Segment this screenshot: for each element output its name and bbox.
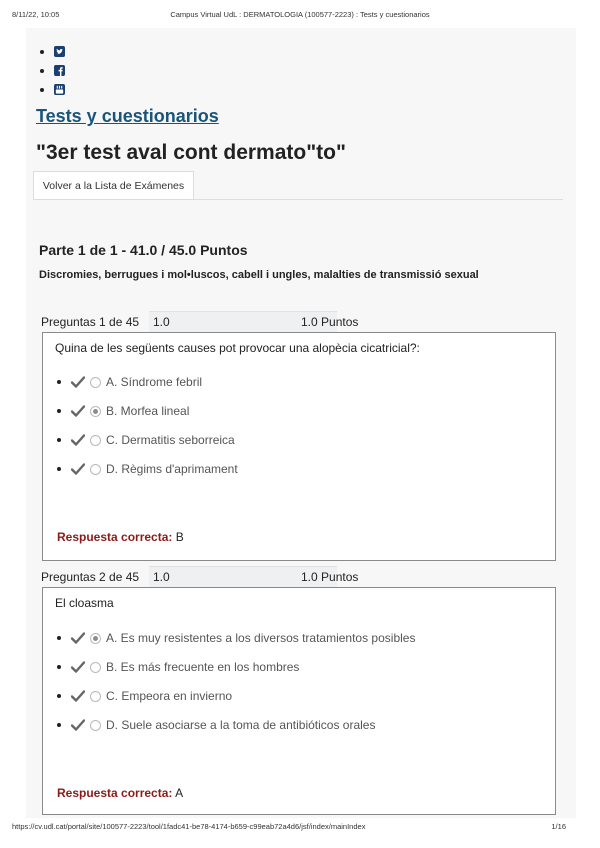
list-bullet <box>40 88 44 92</box>
option-text: A. Síndrome febril <box>106 375 203 389</box>
correct-answer-value: B <box>175 530 184 544</box>
print-url: https://cv.udl.cat/portal/site/100577-2223/tool/1fadc41-be78-4174-b659-c99eab72a4d6/jsf/index/mainIndex <box>12 822 366 831</box>
option-text: D. Suele asociarse a la toma de antibióticos orales <box>106 718 376 732</box>
print-page-number: 1/16 <box>551 822 566 831</box>
option-text: C. Dermatitis seborreica <box>106 433 235 447</box>
checkmark-icon <box>71 376 85 388</box>
list-bullet <box>40 69 44 73</box>
social-item-youtube[interactable] <box>40 80 65 99</box>
answer-option <box>57 629 415 647</box>
option-text: B. Morfea lineal <box>106 404 190 418</box>
answer-option <box>57 373 202 391</box>
answer-option <box>57 460 238 478</box>
list-bullet <box>40 50 44 54</box>
question-points: 1.0 Puntos <box>301 570 359 584</box>
list-bullet <box>57 467 61 471</box>
question-number: Preguntas 2 de 45 <box>41 570 140 584</box>
answer-option <box>57 687 232 705</box>
correct-answer-value: A <box>175 786 184 800</box>
print-header <box>12 10 588 22</box>
answer-option <box>57 431 235 449</box>
correct-answer <box>57 786 183 800</box>
youtube-icon[interactable] <box>54 84 65 95</box>
radio-button[interactable] <box>90 464 101 475</box>
radio-button[interactable] <box>90 377 101 388</box>
list-bullet <box>57 723 61 727</box>
list-bullet <box>57 665 61 669</box>
part-title: Parte 1 de 1 - 41.0 / 45.0 Puntos <box>39 242 248 258</box>
print-page-title: Campus Virtual UdL : DERMATOLOGIA (100577-2223) : Tests y cuestionarios <box>170 10 430 19</box>
list-bullet <box>57 636 61 640</box>
print-footer <box>12 822 588 834</box>
question-text: El cloasma <box>55 596 114 610</box>
list-bullet <box>57 380 61 384</box>
question-score: 1.0 <box>153 570 170 584</box>
answer-option <box>57 716 375 734</box>
question-points: 1.0 Puntos <box>301 315 359 329</box>
breadcrumb-link[interactable]: Tests y cuestionarios <box>36 106 219 126</box>
question-box <box>42 332 556 561</box>
correct-answer-label: Respuesta correcta: <box>57 530 173 544</box>
checkmark-icon <box>71 632 85 644</box>
question-score: 1.0 <box>153 315 170 329</box>
facebook-icon[interactable] <box>54 65 65 76</box>
answer-option <box>57 402 189 420</box>
question-number: Preguntas 1 de 45 <box>41 315 140 329</box>
question-text: Quina de les següents causes pot provocar una alopècia cicatricial?: <box>55 341 420 355</box>
radio-button[interactable] <box>90 691 101 702</box>
radio-button[interactable] <box>90 435 101 446</box>
page-title: "3er test aval cont dermato"to" <box>36 141 346 164</box>
question-header <box>40 566 560 588</box>
option-text: B. Es más frecuente en los hombres <box>106 660 300 674</box>
checkmark-icon <box>71 690 85 702</box>
radio-button-selected[interactable] <box>90 406 101 417</box>
list-bullet <box>57 409 61 413</box>
option-text: D. Règims d'aprimament <box>106 462 238 476</box>
option-text: A. Es muy resistentes a los diversos tratamientos posibles <box>106 631 416 645</box>
social-item-facebook[interactable] <box>40 61 65 80</box>
tab-divider <box>33 199 563 200</box>
social-item-twitter[interactable] <box>40 42 65 61</box>
checkmark-icon <box>71 719 85 731</box>
checkmark-icon <box>71 463 85 475</box>
correct-answer-label: Respuesta correcta: <box>57 786 173 800</box>
correct-answer <box>57 530 184 544</box>
question-header <box>40 311 560 333</box>
radio-button[interactable] <box>90 720 101 731</box>
radio-button[interactable] <box>90 662 101 673</box>
back-to-exam-list-button[interactable]: Volver a la Lista de Exámenes <box>33 171 194 199</box>
radio-button-selected[interactable] <box>90 633 101 644</box>
print-datetime: 8/11/22, 10:05 <box>12 10 60 19</box>
list-bullet <box>57 694 61 698</box>
part-description: Discromies, berrugues i mol•luscos, cabell i ungles, malalties de transmissió sexual <box>39 269 479 281</box>
list-bullet <box>57 438 61 442</box>
twitter-icon[interactable] <box>54 46 65 57</box>
question-box <box>42 587 556 815</box>
checkmark-icon <box>71 434 85 446</box>
option-text: C. Empeora en invierno <box>106 689 233 703</box>
checkmark-icon <box>71 661 85 673</box>
answer-option <box>57 658 299 676</box>
checkmark-icon <box>71 405 85 417</box>
social-links <box>40 42 65 99</box>
